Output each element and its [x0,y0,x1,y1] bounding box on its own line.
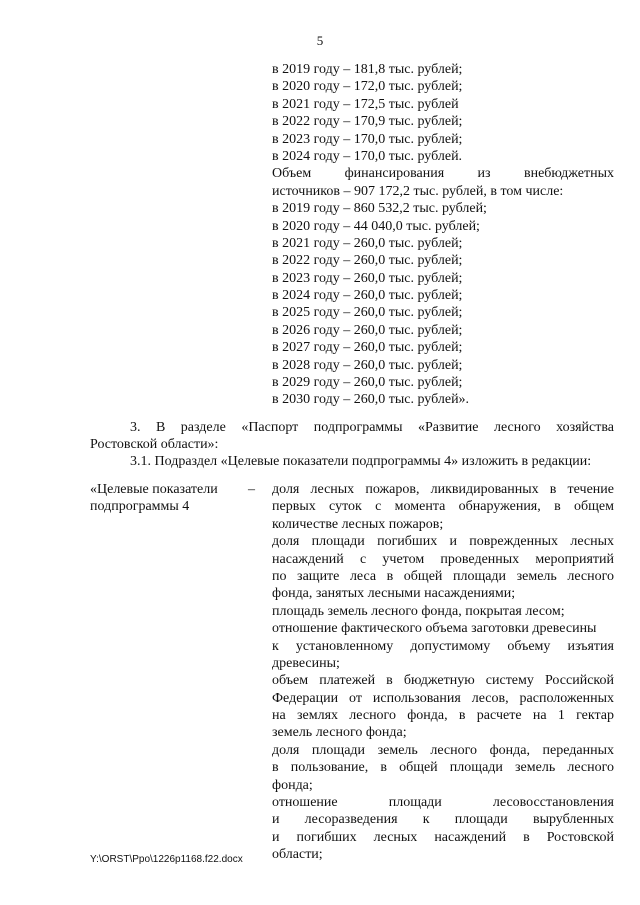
indicator-label-line: подпрограммы 4 [90,499,190,515]
extrabudget-year-line: в 2020 году – 44 040,0 тыс. рублей; [272,218,480,234]
extrabudget-total: источников – 907 172,2 тыс. рублей, в том числе: [272,183,564,199]
section-3-1-paragraph [90,453,614,470]
indicator-line: к установленному допустимому объему изъятия [272,638,614,654]
section-3-1-line: 3.1. Подраздел «Целевые показатели подпрограммы 4» изложить в редакции: [130,454,592,469]
funding-line: в 2021 году – 172,5 тыс. рублей [272,96,459,112]
indicator-line: и погибших лесных насаждений в Ростовской [272,829,614,845]
indicator-line: доля площади земель лесного фонда, переданных [272,742,614,758]
funding-line: в 2023 году – 170,0 тыс. рублей; [272,131,463,147]
indicator-list [272,481,614,864]
funding-line: в 2020 году – 172,0 тыс. рублей; [272,79,463,95]
funding-block [272,61,614,409]
indicator-line: Федерации от использования лесов, расположенных [272,690,614,706]
extrabudget-year-line: в 2026 году – 260,0 тыс. рублей; [272,322,463,338]
indicator-label [90,481,240,516]
indicator-line: отношение фактического объема заготовки древесины [272,621,597,637]
extrabudget-year-line: в 2028 году – 260,0 тыс. рублей; [272,357,463,373]
page-number: 5 [316,33,324,48]
extrabudget-year-line: в 2022 году – 260,0 тыс. рублей; [272,253,463,269]
indicator-line: земель лесного фонда; [272,725,407,741]
extrabudget-year-line: в 2029 году – 260,0 тыс. рублей; [272,375,463,391]
extrabudget-year-line: в 2021 году – 260,0 тыс. рублей; [272,235,463,251]
indicator-line: доля лесных пожаров, ликвидированных в течение [272,482,614,497]
funding-line: в 2019 году – 181,8 тыс. рублей; [272,62,463,77]
indicator-line: области; [272,847,323,863]
indicator-line: первых суток с момента обнаружения, в общем [272,499,614,515]
extrabudget-year-line: в 2023 году – 260,0 тыс. рублей; [272,270,463,286]
extrabudget-year-line: в 2019 году – 860 532,2 тыс. рублей; [272,201,487,217]
indicator-line: насаждений с учетом проведенных мероприятий [272,551,614,567]
extrabudget-year-line: в 2030 году – 260,0 тыс. рублей». [272,392,470,408]
indicator-line: доля площади погибших и поврежденных лесных [272,534,614,550]
extrabudget-heading: Объем финансирования из внебюджетных [272,166,614,182]
indicator-line: количестве лесных пожаров; [272,516,444,532]
indicator-dash: – [248,482,255,497]
section-3-paragraph [90,419,614,454]
extrabudget-year-line: в 2027 году – 260,0 тыс. рублей; [272,340,463,356]
indicator-line: в пользование, в общей площади земель лесного [272,760,614,776]
funding-line: в 2022 году – 170,9 тыс. рублей; [272,114,463,130]
indicator-label-line: «Целевые показатели [90,482,218,497]
indicator-line: на землях лесного фонда, в расчете на 1 гектар [272,708,614,724]
funding-line: в 2024 году – 170,0 тыс. рублей. [272,148,463,164]
indicator-line: древесины; [272,655,340,671]
indicator-line: фонда; [272,777,313,793]
indicator-line: площадь земель лесного фонда, покрытая лесом; [272,603,565,619]
extrabudget-year-line: в 2024 году – 260,0 тыс. рублей; [272,288,463,304]
indicator-line: объем платежей в бюджетную систему Российской [272,673,614,689]
indicator-line: отношение площади лесовосстановления [272,795,614,811]
extrabudget-year-line: в 2025 году – 260,0 тыс. рублей; [272,305,463,321]
indicator-line: и лесоразведения к площади вырубленных [272,812,614,828]
section-3-line: 3. В разделе «Паспорт подпрограммы «Развитие лесного хозяйства [130,420,614,435]
footer-file-path: Y:\ORST\Ppo\1226p1168.f22.docx [90,854,243,865]
section-3-line: Ростовской области»: [90,437,219,453]
indicator-line: фонда, занятых лесными насаждениями; [272,586,516,602]
indicator-line: по защите леса в общей площади земель лесного [272,568,614,584]
